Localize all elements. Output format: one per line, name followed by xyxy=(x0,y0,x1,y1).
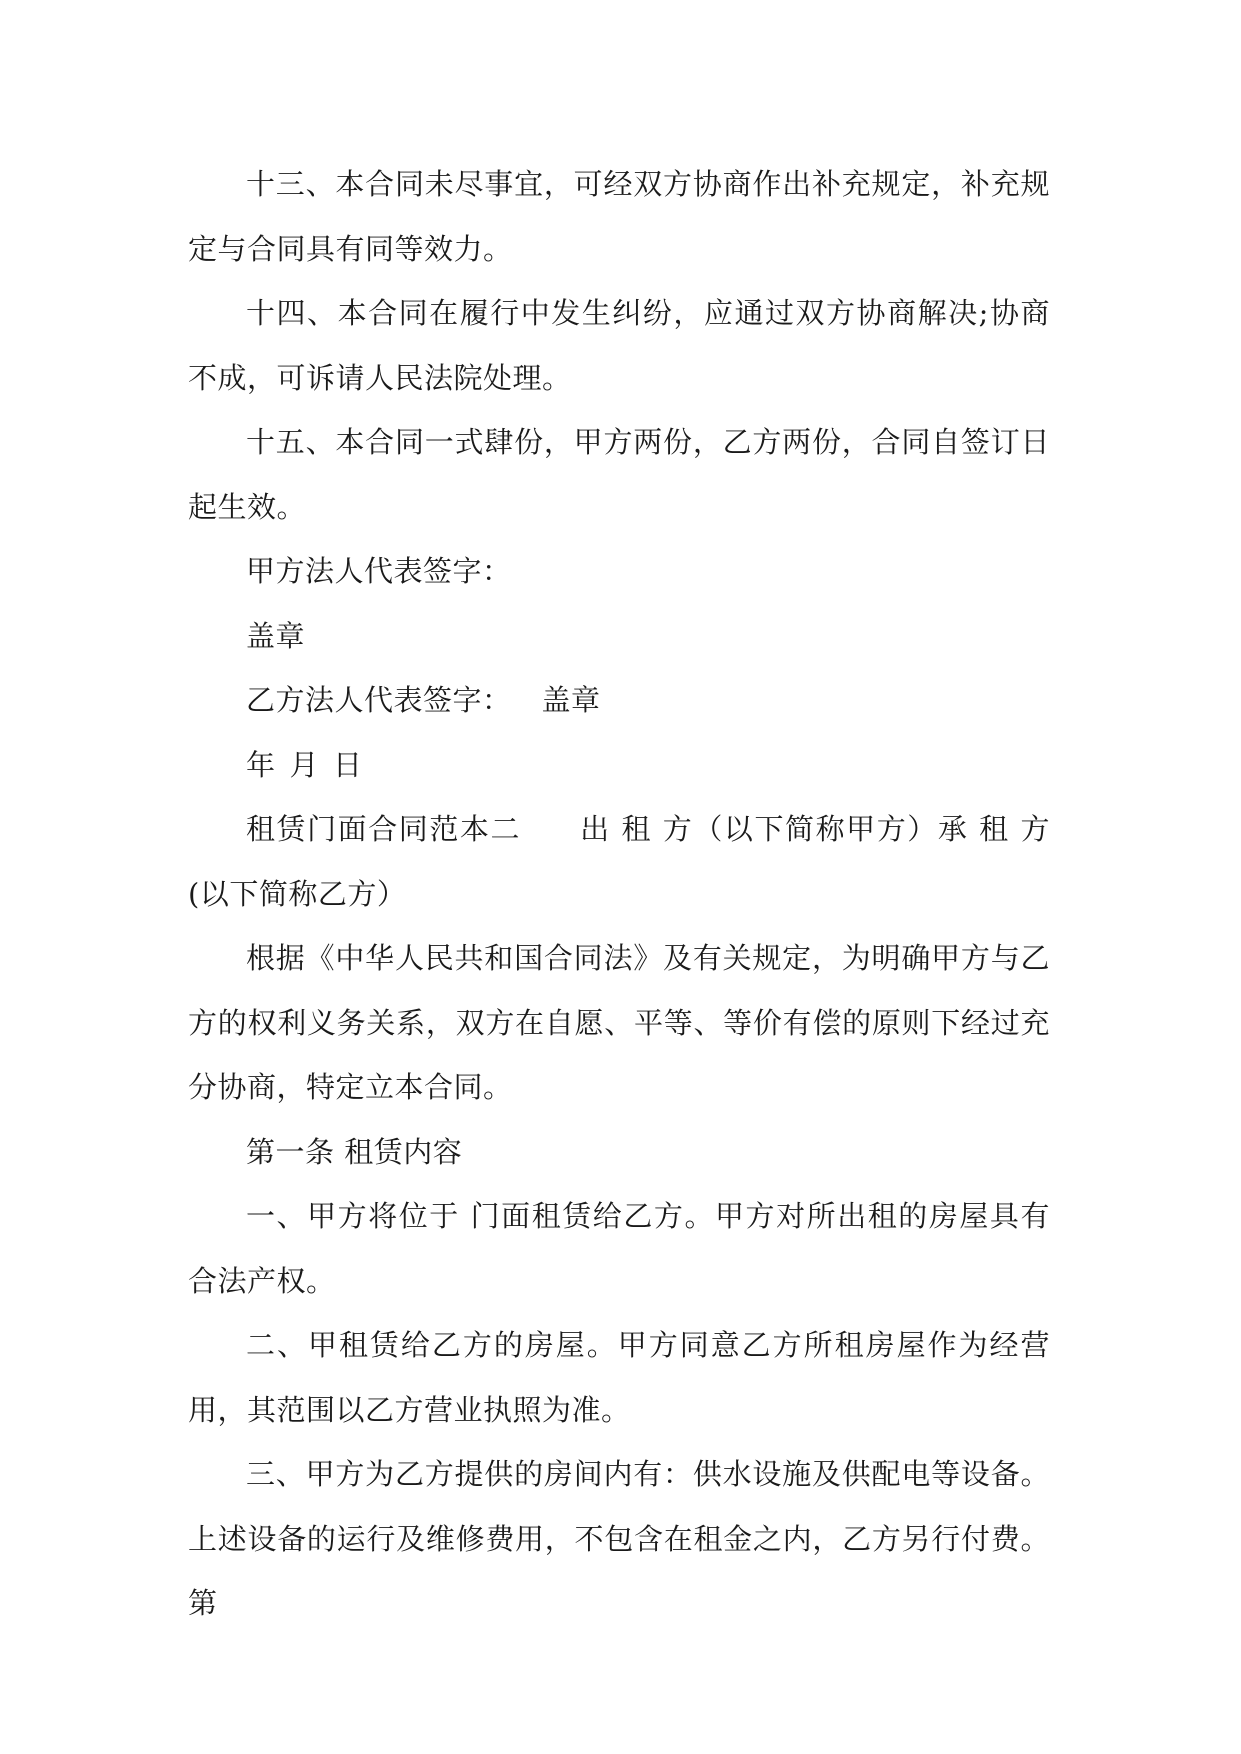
date-line xyxy=(188,733,1050,798)
document-body xyxy=(188,152,1050,1636)
preamble: 根据《中华人民共和国合同法》及有关规定，为明确甲方与乙方的权利义务关系，双方在自愿、平等、等价有偿的原则下经过充分协商，特定立本合同。 xyxy=(188,941,1050,1104)
template-heading-line xyxy=(188,797,1050,926)
party-b-seal-label: 盖章 xyxy=(541,683,601,717)
clause-14: 十四、本合同在履行中发生纠纷，应通过双方协商解决;协商不成，可诉请人民法院处理。 xyxy=(188,296,1050,395)
article-1-item-3: 三、甲方为乙方提供的房间内有：供水设施及供配电等设备。上述设备的运行及维修费用，不包含在租金之内，乙方另行付费。 第 xyxy=(188,1457,1050,1620)
party-a-signature-label: 甲方法人代表签字： xyxy=(246,554,512,588)
article-1-item-1: 一、甲方将位于 门面租赁给乙方。甲方对所出租的房屋具有合法产权。 xyxy=(188,1199,1050,1298)
party-a-seal-label: 盖章 xyxy=(246,618,306,653)
party-b-signature-line xyxy=(188,668,1050,733)
party-b-signature-label: 乙方法人代表签字： xyxy=(246,683,512,717)
article-1-title: 第一条 租赁内容 xyxy=(246,1134,463,1169)
clause-15: 十五、本合同一式肆份，甲方两份，乙方两份，合同自签订日起生效。 xyxy=(188,425,1050,524)
date-day: 日 xyxy=(333,747,363,782)
article-1-item-2: 二、甲租赁给乙方的房屋。甲方同意乙方所租房屋作为经营用，其范围以乙方营业执照为准。 xyxy=(188,1328,1050,1427)
date-month: 月 xyxy=(289,747,320,782)
parties-definition: 出 租 方（以下简称甲方）承 租 方(以下简称乙方） xyxy=(188,812,1050,911)
template-title: 租赁门面合同范本二 xyxy=(246,812,522,846)
clause-13: 十三、本合同未尽事宜，可经双方协商作出补充规定，补充规定与合同具有同等效力。 xyxy=(188,167,1050,266)
date-year: 年 xyxy=(246,747,276,782)
